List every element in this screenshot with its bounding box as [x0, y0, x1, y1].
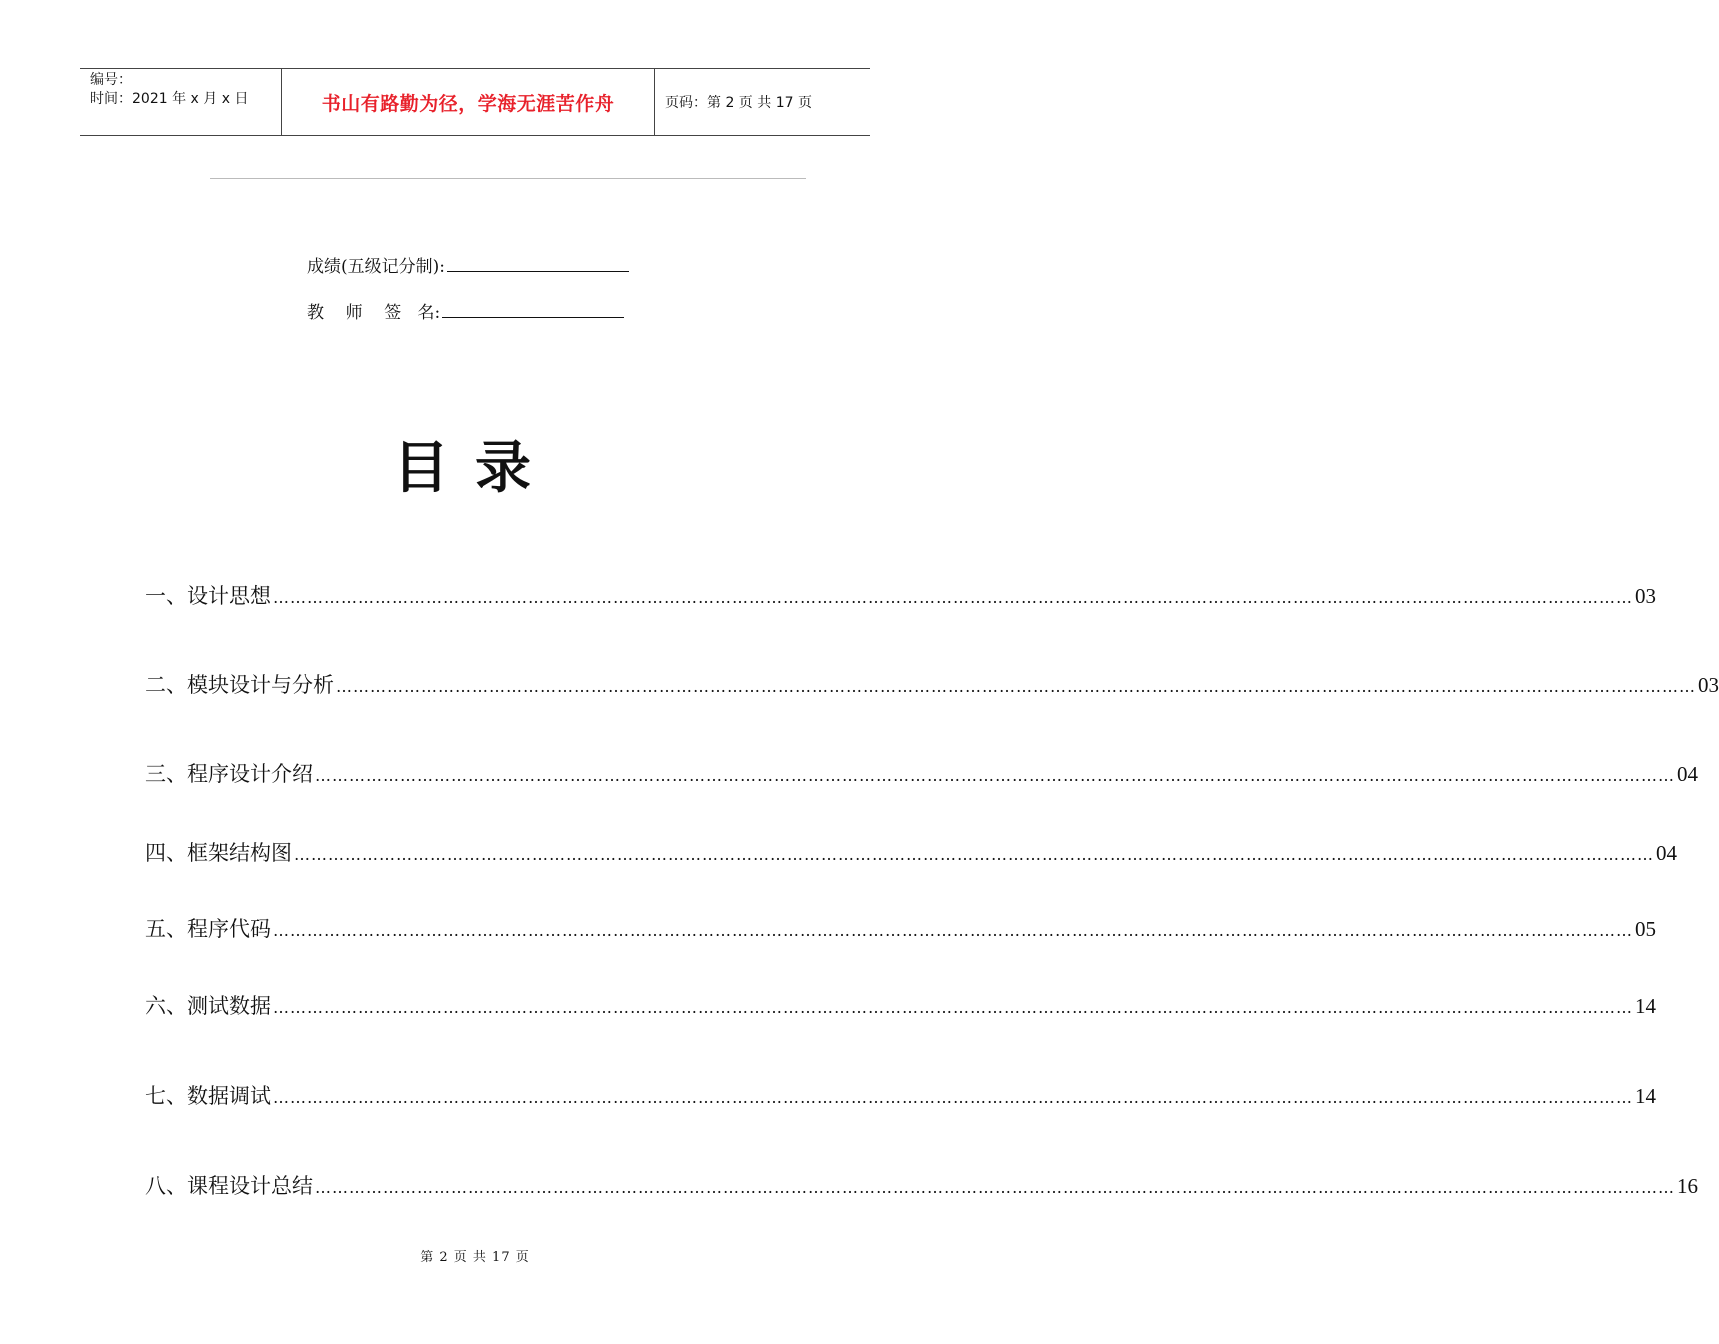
header-time: 时间：2021 年 x 月 x 日 — [90, 91, 249, 107]
toc-item-page: 04 — [1677, 762, 1698, 786]
toc-item[interactable] — [145, 837, 1677, 867]
toc-leader-dots: …………………………………………………………………………………………………………………………………………………………………………………………………………………… — [273, 588, 1633, 607]
header-page-info-cell — [655, 69, 870, 135]
header-divider — [210, 178, 806, 179]
toc-item[interactable] — [145, 990, 1656, 1020]
toc-item-text: 八、课程设计总结 — [145, 1174, 313, 1198]
toc-item-text: 二、模块设计与分析 — [145, 673, 334, 697]
toc-leader-dots: …………………………………………………………………………………………………………………………………………………………………………………………………………………… — [273, 998, 1633, 1017]
teacher-signature-label: 教 师 签 名: — [307, 303, 441, 323]
toc-item[interactable] — [145, 913, 1656, 943]
toc-item[interactable] — [145, 580, 1656, 610]
toc-item-text: 七、数据调试 — [145, 1084, 271, 1108]
toc-item[interactable] — [145, 1080, 1656, 1110]
header-number: 编号： — [90, 72, 132, 88]
toc-item-text: 一、设计思想 — [145, 584, 271, 608]
toc-item-page: 04 — [1656, 841, 1677, 865]
toc-item-text: 五、程序代码 — [145, 917, 271, 941]
toc-item[interactable] — [145, 1170, 1698, 1200]
toc-item[interactable] — [145, 758, 1698, 788]
page-header — [80, 68, 870, 136]
toc-leader-dots: …………………………………………………………………………………………………………………………………………………………………………………………………………………… — [294, 845, 1654, 864]
teacher-signature-blank-line — [442, 299, 624, 318]
toc-item[interactable] — [145, 669, 1719, 699]
toc-leader-dots: …………………………………………………………………………………………………………………………………………………………………………………………………………………… — [315, 1178, 1675, 1197]
header-motto: 书山有路勤为径，学海无涯苦作舟 — [321, 92, 615, 115]
header-motto-cell — [282, 69, 655, 135]
grade-label: 成绩(五级记分制): — [307, 257, 445, 277]
header-page-info: 页码：第 2 页 共 17 页 — [665, 95, 812, 111]
toc-item-page: 14 — [1635, 994, 1656, 1018]
toc-title: 目录 — [393, 436, 557, 501]
grade-blank-line — [447, 253, 629, 272]
header-meta — [80, 69, 282, 135]
toc-leader-dots: …………………………………………………………………………………………………………………………………………………………………………………………………………………… — [273, 921, 1633, 940]
toc-leader-dots: …………………………………………………………………………………………………………………………………………………………………………………………………………………… — [336, 677, 1696, 696]
grade-field — [307, 252, 629, 277]
toc-leader-dots: …………………………………………………………………………………………………………………………………………………………………………………………………………………… — [273, 1088, 1633, 1107]
toc-item-page: 16 — [1677, 1174, 1698, 1198]
page-footer: 第 2 页 共 17 页 — [420, 1250, 530, 1265]
teacher-signature-field — [307, 298, 624, 323]
toc-leader-dots: …………………………………………………………………………………………………………………………………………………………………………………………………………………… — [315, 766, 1675, 785]
toc-item-text: 六、测试数据 — [145, 994, 271, 1018]
toc-item-text: 四、框架结构图 — [145, 841, 292, 865]
toc-item-text: 三、程序设计介绍 — [145, 762, 313, 786]
toc-item-page: 05 — [1635, 917, 1656, 941]
toc-item-page: 03 — [1698, 673, 1719, 697]
toc-item-page: 03 — [1635, 584, 1656, 608]
toc-item-page: 14 — [1635, 1084, 1656, 1108]
